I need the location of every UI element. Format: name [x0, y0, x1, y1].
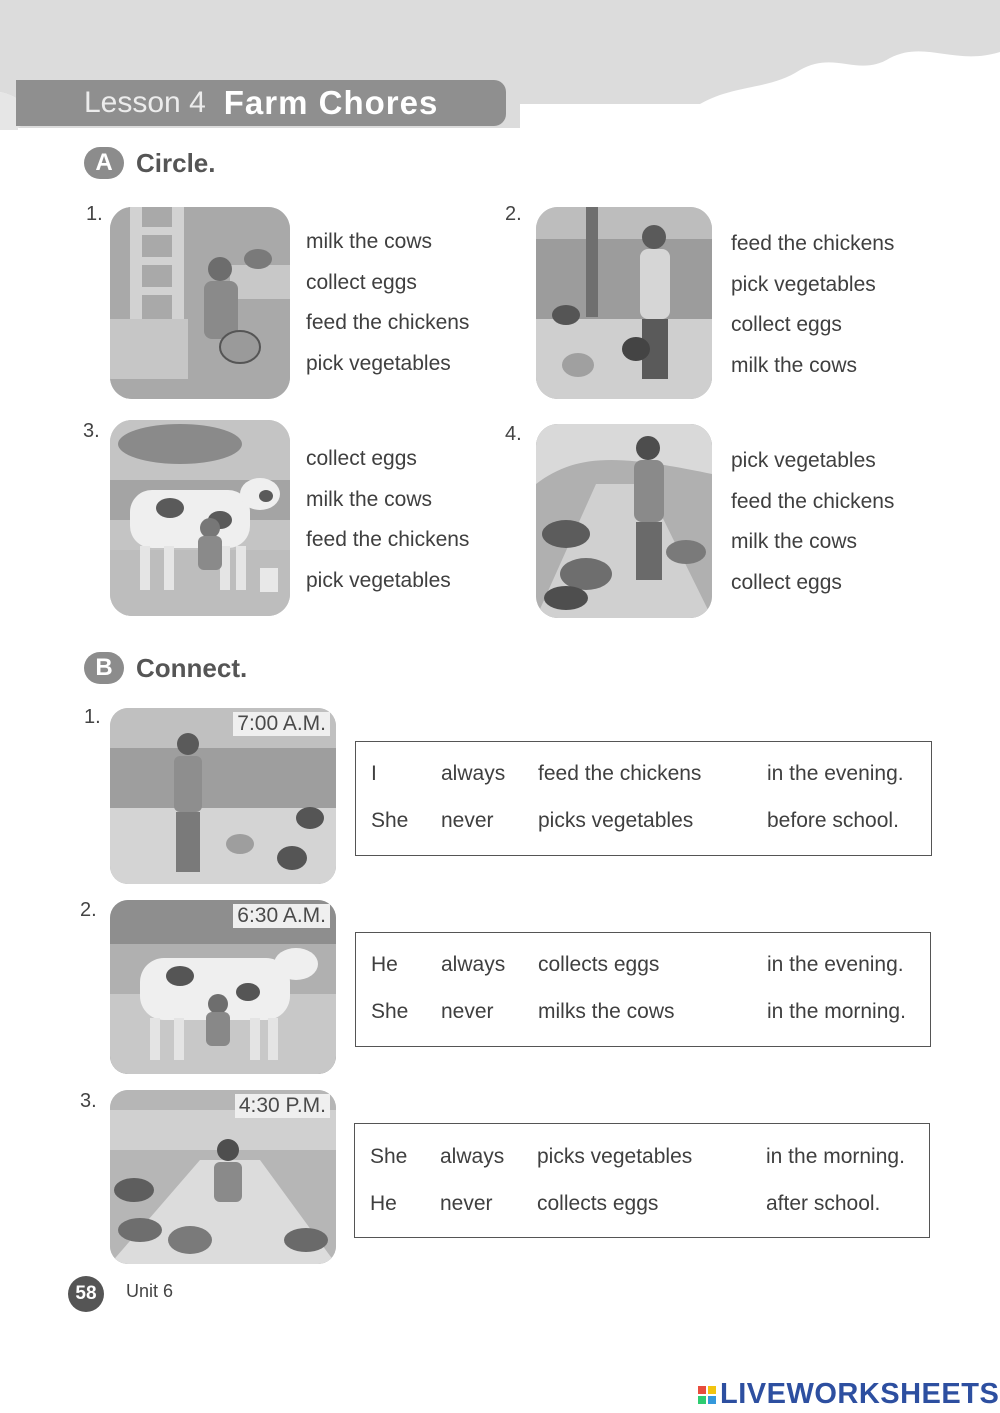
- chore-picture-chickens: [536, 207, 712, 399]
- chore-option[interactable]: collects eggs: [537, 1192, 659, 1215]
- connect-box: [355, 932, 931, 1047]
- option-item[interactable]: milk the cows: [306, 487, 433, 511]
- logo-icon: [698, 1386, 716, 1404]
- section-b-heading: [84, 652, 247, 684]
- chore-picture-eggs: [110, 207, 290, 399]
- option-list: [306, 222, 469, 384]
- option-item[interactable]: feed the chickens: [306, 311, 470, 334]
- scene-picture-chickens: [110, 708, 336, 884]
- page-number-badge: 58: [68, 1276, 104, 1312]
- chore-option[interactable]: feed the chickens: [538, 762, 702, 785]
- subject-option[interactable]: I: [371, 762, 377, 785]
- option-item[interactable]: pick vegetables: [731, 449, 876, 472]
- option-list: [731, 441, 894, 603]
- subject-option[interactable]: She: [371, 1000, 409, 1023]
- scene-picture-cow: [110, 900, 336, 1074]
- item-number: 2.: [505, 203, 522, 225]
- option-item[interactable]: pick vegetables: [731, 272, 876, 296]
- logo-text: LIVEWORKSHEETS: [720, 1378, 1000, 1410]
- frequency-option[interactable]: never: [441, 1000, 494, 1023]
- time-option[interactable]: in the morning.: [767, 1000, 906, 1023]
- section-a-heading: [84, 147, 216, 179]
- option-item[interactable]: collect eggs: [306, 447, 417, 470]
- subject-option[interactable]: She: [370, 1145, 408, 1168]
- option-item[interactable]: collect eggs: [731, 570, 842, 594]
- time-option[interactable]: in the evening.: [767, 762, 904, 785]
- scene-picture-vegetables: [110, 1090, 336, 1264]
- section-b-badge: B: [84, 652, 124, 684]
- option-item[interactable]: feed the chickens: [306, 528, 470, 551]
- section-a-badge: A: [84, 147, 124, 179]
- item-number: 1.: [84, 706, 101, 728]
- liveworksheets-logo: [698, 1378, 999, 1411]
- frequency-option[interactable]: never: [440, 1192, 493, 1215]
- item-number: 2.: [80, 899, 97, 921]
- item-number: 3.: [83, 420, 100, 442]
- option-item[interactable]: milk the cows: [731, 530, 858, 553]
- option-list: [731, 224, 894, 386]
- subject-option[interactable]: He: [370, 1192, 397, 1215]
- option-item[interactable]: collect eggs: [731, 313, 842, 336]
- subject-option[interactable]: She: [371, 809, 409, 832]
- section-a-title: Circle.: [136, 147, 216, 178]
- time-label: 7:00 A.M.: [233, 712, 330, 736]
- chore-option[interactable]: milks the cows: [538, 1000, 675, 1023]
- subject-option[interactable]: He: [371, 953, 398, 976]
- section-b-title: Connect.: [136, 652, 248, 683]
- option-list: [306, 439, 469, 601]
- option-item[interactable]: milk the cows: [306, 230, 433, 253]
- option-item[interactable]: pick vegetables: [306, 568, 451, 592]
- item-number: 4.: [505, 423, 522, 445]
- item-number: 3.: [80, 1090, 97, 1112]
- time-option[interactable]: before school.: [767, 809, 899, 832]
- time-label: 4:30 P.M.: [235, 1094, 330, 1118]
- frequency-option[interactable]: always: [441, 953, 506, 976]
- frequency-option[interactable]: always: [440, 1145, 505, 1168]
- lesson-label: Lesson 4: [84, 86, 206, 119]
- time-option[interactable]: in the evening.: [767, 953, 904, 976]
- item-number: 1.: [86, 203, 103, 225]
- option-item[interactable]: milk the cows: [731, 353, 858, 377]
- chore-picture-vegetables: [536, 424, 712, 618]
- chore-option[interactable]: collects eggs: [538, 953, 660, 976]
- option-item[interactable]: feed the chickens: [731, 232, 895, 255]
- frequency-option[interactable]: always: [441, 762, 506, 785]
- option-item[interactable]: feed the chickens: [731, 489, 895, 513]
- lesson-title-bar: [16, 80, 506, 126]
- connect-box: [355, 741, 932, 856]
- time-option[interactable]: after school.: [766, 1192, 881, 1215]
- chore-option[interactable]: picks vegetables: [537, 1145, 693, 1168]
- unit-label: Unit 6: [126, 1281, 174, 1301]
- chore-picture-cow: [110, 420, 290, 616]
- chore-option[interactable]: picks vegetables: [538, 809, 694, 832]
- time-label: 6:30 A.M.: [233, 904, 330, 928]
- lesson-title: Farm Chores: [223, 84, 439, 121]
- option-item[interactable]: pick vegetables: [306, 351, 451, 375]
- time-option[interactable]: in the morning.: [766, 1145, 905, 1168]
- frequency-option[interactable]: never: [441, 809, 494, 832]
- connect-box: [354, 1123, 930, 1238]
- option-item[interactable]: collect eggs: [306, 270, 417, 294]
